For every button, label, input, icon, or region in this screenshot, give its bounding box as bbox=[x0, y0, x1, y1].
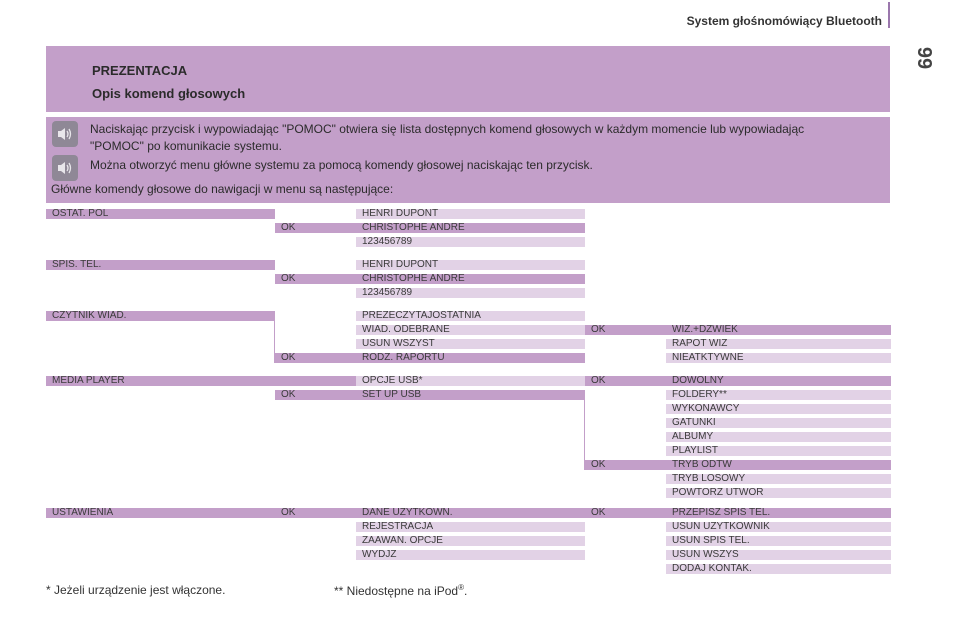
info-panel bbox=[46, 117, 890, 203]
ok-label: OK bbox=[275, 390, 356, 400]
ok-label: OK bbox=[275, 353, 356, 363]
menu-subitem: WYKONAWCY bbox=[666, 404, 891, 414]
menu-subitem: DODAJ KONTAK. bbox=[666, 564, 891, 574]
voice-command-icon bbox=[52, 121, 78, 147]
menu-ostat-pol: OSTAT. POL bbox=[46, 209, 275, 219]
ok-label: OK bbox=[585, 508, 666, 518]
menu-item: ZAAWAN. OPCJE bbox=[356, 536, 585, 546]
ok-label: OK bbox=[585, 325, 666, 335]
menu-ustawienia: USTAWIENIA bbox=[46, 508, 275, 518]
menu-item: HENRI DUPONT bbox=[356, 260, 585, 270]
menu-subitem: POWTORZ UTWOR bbox=[666, 488, 891, 498]
menu-item: WIAD. ODEBRANE bbox=[356, 325, 585, 335]
menu-item: USUN WSZYST bbox=[356, 339, 585, 349]
info-line-main-menu: Można otworzyć menu główne systemu za pomocą komendy głosowej naciskając ten przycisk. bbox=[90, 158, 593, 172]
menu-subitem: ALBUMY bbox=[666, 432, 891, 442]
menu-subitem: FOLDERY** bbox=[666, 390, 891, 400]
ok-label: OK bbox=[585, 460, 666, 470]
menu-item: OPCJE USB* bbox=[356, 376, 585, 386]
footnote-ipod bbox=[334, 583, 467, 598]
menu-item: 123456789 bbox=[356, 237, 585, 247]
section-title: PREZENTACJA bbox=[92, 63, 188, 78]
ok-label: OK bbox=[585, 376, 666, 386]
menu-subitem: PLAYLIST bbox=[666, 446, 891, 456]
menu-subitem: USUN SPIS TEL. bbox=[666, 536, 891, 546]
menu-item: RODZ. RAPORTU bbox=[356, 353, 585, 363]
info-line-help: Naciskając przycisk i wypowiadając "POMOC" otwiera się lista dostępnych komend głosowych w każdym momencie lub wypowiadając "POMOC" po komunikacie systemu. bbox=[90, 122, 805, 153]
info-line-intro: Główne komendy głosowe do nawigacji w menu są następujące: bbox=[51, 182, 394, 196]
voice-command-icon bbox=[52, 155, 78, 181]
title-panel bbox=[46, 46, 890, 112]
ok-label: OK bbox=[275, 274, 356, 284]
menu-subitem: USUN WSZYS bbox=[666, 550, 891, 560]
footnote-device-on: * Jeżeli urządzenie jest włączone. bbox=[46, 583, 226, 597]
menu-item: CHRISTOPHE ANDRÉ bbox=[356, 274, 585, 284]
menu-spis-tel: SPIS. TEL. bbox=[46, 260, 275, 270]
menu-subitem: PRZEPISZ SPIS TEL. bbox=[666, 508, 891, 518]
menu-subitem: NIEATKTYWNE bbox=[666, 353, 891, 363]
menu-subitem: GATUNKI bbox=[666, 418, 891, 428]
menu-item: HENRI DUPONT bbox=[356, 209, 585, 219]
menu-item: DANE UZYTKOWN. bbox=[356, 508, 585, 518]
menu-subitem: USUN UZYTKOWNIK bbox=[666, 522, 891, 532]
page-number: 99 bbox=[913, 46, 935, 70]
footnote-ipod-text: ** Niedostępne na iPod bbox=[334, 584, 459, 598]
menu-subitem: DOWOLNY bbox=[666, 376, 891, 386]
section-subtitle: Opis komend głosowych bbox=[92, 86, 246, 101]
ok-label: OK bbox=[275, 223, 356, 233]
menu-item: 123456789 bbox=[356, 288, 585, 298]
menu-item: WYDJZ bbox=[356, 550, 585, 560]
header-title: System głośnomówiący Bluetooth bbox=[686, 14, 882, 28]
menu-item: CHRISTOPHE ANDRÉ bbox=[356, 223, 585, 233]
menu-item: REJESTRACJA bbox=[356, 522, 585, 532]
tree-connector bbox=[584, 390, 585, 470]
menu-item: PREZECZYTAJOSTATNIA bbox=[356, 311, 585, 321]
header-rule bbox=[888, 2, 890, 28]
registered-mark: ® bbox=[458, 583, 464, 592]
menu-czytnik-wiad: CZYTNIK WIAD. bbox=[46, 311, 275, 321]
menu-media-player: MEDIA PLAYER bbox=[46, 376, 356, 386]
footnote-ipod-end: . bbox=[464, 584, 468, 598]
ok-label: OK bbox=[275, 508, 356, 518]
menu-subitem: TRYB LOSOWY bbox=[666, 474, 891, 484]
menu-item: SET UP USB bbox=[356, 390, 585, 400]
menu-subitem: WIZ.+DZWIEK bbox=[666, 325, 891, 335]
menu-subitem: TRYB ODTW bbox=[666, 460, 891, 470]
menu-subitem: RAPOT WIZ bbox=[666, 339, 891, 349]
